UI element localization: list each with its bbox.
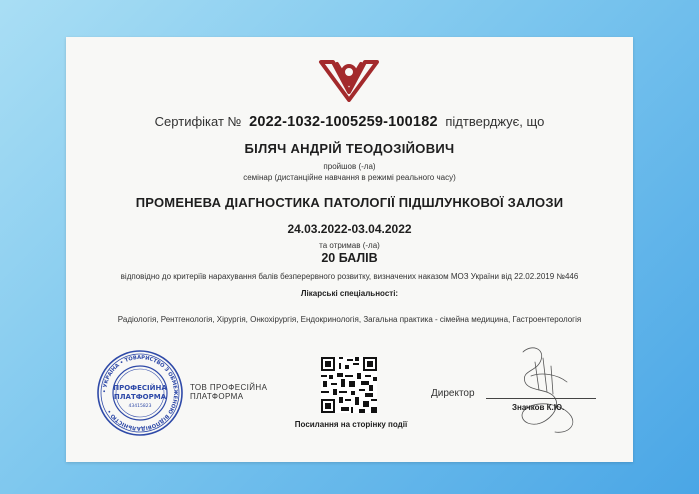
signer-name: Значков К.Ю. <box>512 403 565 412</box>
passed-text: пройшов (-ла) <box>323 162 376 171</box>
certificate-number: 2022-1032-1005259-100182 <box>249 114 438 130</box>
received-text: та отримав (-ла) <box>319 241 380 250</box>
specialties-title: Лікарські спеціальності: <box>300 289 399 298</box>
certificate-intro: Сертифікат № <box>154 114 242 129</box>
course-title: ПРОМЕНЕВА ДІАГНОСТИКА ПАТОЛОГІЇ ПІДШЛУНКОВОЇ ЗАЛОЗИ <box>135 195 564 210</box>
seal-ring-text: • УКРАЇНА • ТОВАРИСТВО З ОБМЕЖЕНОЮ ВІДПОВІДАЛЬНІСТЮ • <box>101 354 179 432</box>
certificate <box>66 37 633 462</box>
seal-center-line2: ПЛАТФОРМА <box>113 393 167 401</box>
seal-center-line1: ПРОФЕСІЙНА <box>113 384 167 392</box>
points: 20 БАЛІВ <box>321 251 378 265</box>
organization-line1: ТОВ ПРОФЕСІЙНА <box>190 383 268 392</box>
criteria-text: відповідно до критеріїв нарахування балів безперервного розвитку, визначених наказом МОЗ України від 22.02.2019 №446 <box>120 272 579 281</box>
signature-icon <box>501 342 591 437</box>
recipient-name: БІЛЯЧ АНДРІЙ ТЕОДОЗІЙОВИЧ <box>244 141 455 156</box>
specialties-list: Радіологія, Рентгенологія, Хірургія, Онкохірургія, Ендокринологія, Загальна практика - сімейна медицина, Гастроентерологія <box>117 315 582 324</box>
logo-icon <box>317 54 381 102</box>
certificate-number-line <box>66 114 633 130</box>
director-label: Директор <box>431 388 475 399</box>
seal-code: 43415823 <box>128 404 152 409</box>
qr-code-icon[interactable] <box>321 357 377 413</box>
organization-line2: ПЛАТФОРМА <box>190 392 244 401</box>
certificate-confirms: підтверджує, що <box>445 114 545 129</box>
course-dates: 24.03.2022-03.04.2022 <box>287 222 412 236</box>
qr-caption: Посилання на сторінку події <box>294 420 408 429</box>
seal-stamp-icon <box>96 349 184 437</box>
seminar-text: семінар (дистанційне навчання в режимі реального часу) <box>243 173 456 182</box>
organization-name <box>190 383 267 401</box>
signature-line <box>486 398 596 399</box>
